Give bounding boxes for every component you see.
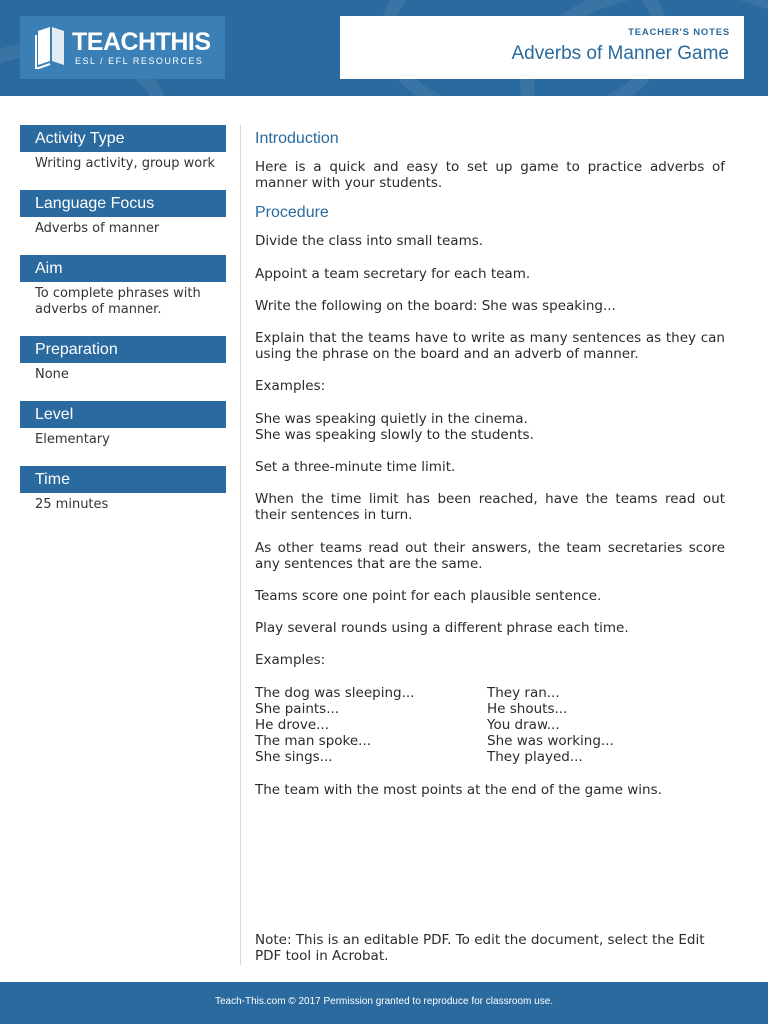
main-content	[255, 129, 725, 814]
time-value: 25 minutes	[35, 497, 109, 512]
example-phrase: The dog was sleeping...	[255, 684, 415, 701]
example-phrase: They ran...	[487, 684, 560, 701]
example-sentence: She was speaking slowly to the students.	[255, 426, 534, 443]
title-panel	[340, 16, 744, 79]
examples-label: Examples:	[255, 652, 326, 669]
example-phrase: She paints...	[255, 700, 340, 717]
procedure-step: Teams score one point for each plausible sentence.	[255, 588, 602, 605]
examples-right-column	[487, 685, 719, 766]
language-focus-section	[20, 190, 226, 237]
level-heading: Level	[20, 401, 226, 428]
example-sentence: She was speaking quietly in the cinema.	[255, 410, 528, 427]
notes-label: TEACHER'S NOTES	[628, 27, 730, 38]
preparation-section	[20, 336, 226, 383]
procedure-step: Write the following on the board: She was speaking...	[255, 297, 616, 314]
procedure-step: As other teams read out their answers, the team secretaries score any sentences that are the same.	[255, 539, 725, 572]
info-sidebar	[20, 125, 226, 531]
procedure-step: Appoint a team secretary for each team.	[255, 265, 531, 282]
example-phrase: She sings...	[255, 749, 333, 766]
language-focus-value: Adverbs of manner	[35, 221, 160, 236]
examples-left-column	[255, 685, 487, 766]
aim-heading: Aim	[20, 255, 226, 282]
level-section	[20, 401, 226, 448]
introduction-text: Here is a quick and easy to set up game to practice adverbs of manner with your students.	[255, 159, 725, 192]
teachthis-logo	[20, 16, 225, 79]
procedure-step: When the time limit has been reached, have the teams read out their sentences in turn.	[255, 491, 725, 524]
procedure-step: The team with the most points at the end of the game wins.	[255, 781, 662, 798]
copyright-text: Teach-This.com © 2017 Permission granted to reproduce for classroom use.	[214, 996, 554, 1007]
activity-type-heading: Activity Type	[20, 125, 226, 152]
procedure-step: Explain that the teams have to write as many sentences as they can using the phrase on the board and an adverb of manner.	[255, 330, 725, 363]
preparation-value: None	[35, 367, 69, 382]
language-focus-heading: Language Focus	[20, 190, 226, 217]
level-value: Elementary	[35, 432, 110, 447]
page-footer	[0, 982, 768, 1024]
introduction-heading: Introduction	[255, 130, 339, 147]
activity-type-section	[20, 125, 226, 172]
procedure-step: Play several rounds using a different phrase each time.	[255, 620, 629, 637]
logo-tagline: ESL / EFL RESOURCES	[75, 56, 204, 66]
preparation-heading: Preparation	[20, 336, 226, 363]
activity-type-value: Writing activity, group work	[35, 156, 216, 171]
example-phrase: The man spoke...	[255, 733, 372, 750]
example-phrase: He drove...	[255, 717, 329, 734]
aim-value: To complete phrases with adverbs of manner.	[35, 286, 201, 317]
time-heading: Time	[20, 466, 226, 493]
examples-label: Examples:	[255, 378, 326, 395]
page-header	[0, 0, 768, 96]
example-phrase: They played...	[487, 749, 583, 766]
book-icon	[34, 25, 70, 69]
logo-wordmark: TEACHTHIS	[72, 28, 211, 56]
example-phrase: You draw...	[487, 717, 560, 734]
column-divider	[240, 125, 241, 965]
aim-section	[20, 255, 226, 318]
example-phrase: He shouts...	[487, 700, 568, 717]
procedure-step: Set a three-minute time limit.	[255, 459, 456, 476]
editable-pdf-note: Note: This is an editable PDF. To edit the document, select the Edit PDF tool in Acrobat.	[255, 932, 705, 965]
procedure-step: Divide the class into small teams.	[255, 233, 484, 250]
example-phrase: She was working...	[487, 733, 614, 750]
page-title: Adverbs of Manner Game	[511, 43, 729, 64]
time-section	[20, 466, 226, 513]
examples-grid	[255, 685, 725, 766]
procedure-heading: Procedure	[255, 204, 329, 222]
